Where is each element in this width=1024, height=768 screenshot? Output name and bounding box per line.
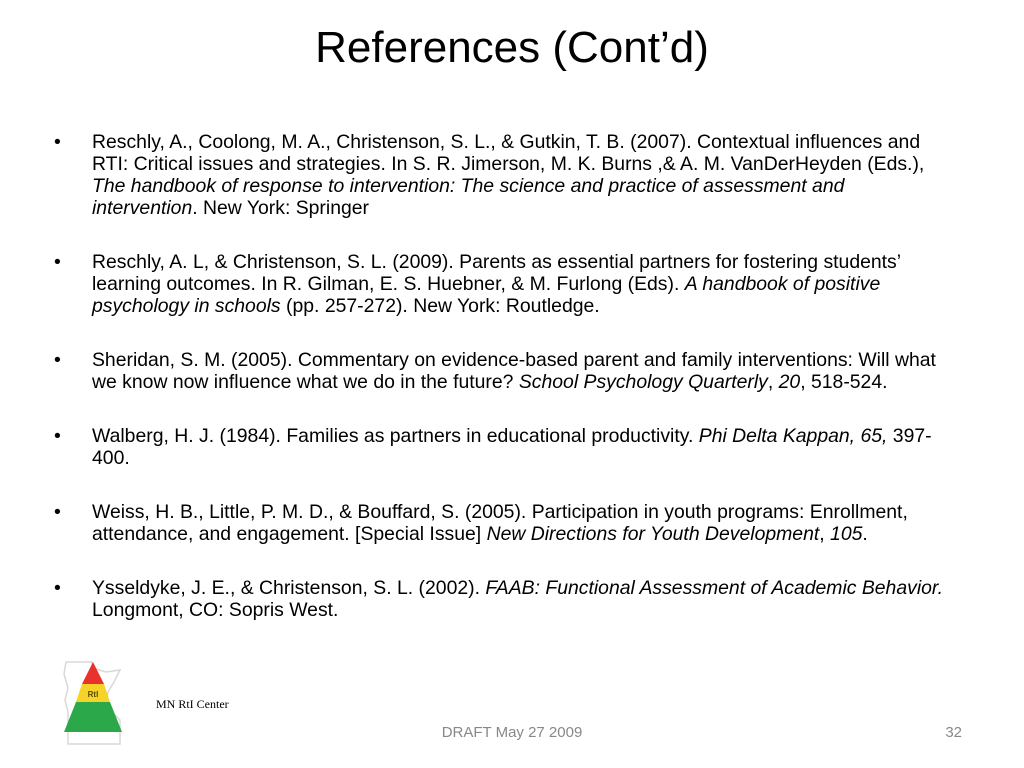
logo-rti-text: RtI [87,690,99,699]
bullet-icon: • [54,251,61,273]
reference-text: Sheridan, S. M. (2005). Commentary on evidence-based parent and family interventions: Will what we know now influence what we do in the future? School Psychology Quarterly, 20, 518-524. [92,349,936,393]
reference-item [50,251,950,317]
reference-item [50,131,950,219]
slide-title: References (Cont’d) [315,23,709,72]
reference-item [50,577,950,621]
reference-text: Walberg, H. J. (1984). Families as partners in educational productivity. Phi Delta Kappan, 65, 397-400. [92,425,932,469]
reference-text: Reschly, A. L, & Christenson, S. L. (2009). Parents as essential partners for fostering students’ learning outcomes. In R. Gilman, E. S. Huebner, & M. Furlong (Eds). A handbook of positive psychology in schools (pp. 257-272). New York: Routledge. [92,251,901,317]
reference-text: Reschly, A., Coolong, M. A., Christenson, S. L., & Gutkin, T. B. (2007). Contextual influences and RTI: Critical issues and strategies. In S. R. Jimerson, M. K. Burns ,& A. M. VanDerHeyden (Eds.), The handbook of response to intervention: The science and practice of assessment and intervention. New York: Springer [92,131,925,219]
footer-draft-date: DRAFT May 27 2009 [441,724,583,741]
bullet-icon: • [54,501,61,523]
bullet-icon: • [54,577,61,599]
bullet-icon: • [54,349,61,371]
page-number: 32 [945,724,962,741]
bullet-icon: • [54,425,61,447]
reference-item [50,349,950,393]
reference-list [50,131,950,653]
reference-text: Ysseldyke, J. E., & Christenson, S. L. (2002). FAAB: Functional Assessment of Academic Behavior. Longmont, CO: Sopris West. [92,577,944,621]
pyramid-top-tier [82,662,104,684]
reference-text: Weiss, H. B., Little, P. M. D., & Bouffard, S. (2005). Participation in youth programs: Enrollment, attendance, and engagement. [Special Issue] New Directions for Youth Development, 105. [92,501,908,545]
reference-item [50,425,950,469]
bullet-icon: • [54,131,61,153]
reference-item [50,501,950,545]
logo-caption: MN RtI Center [156,697,229,711]
